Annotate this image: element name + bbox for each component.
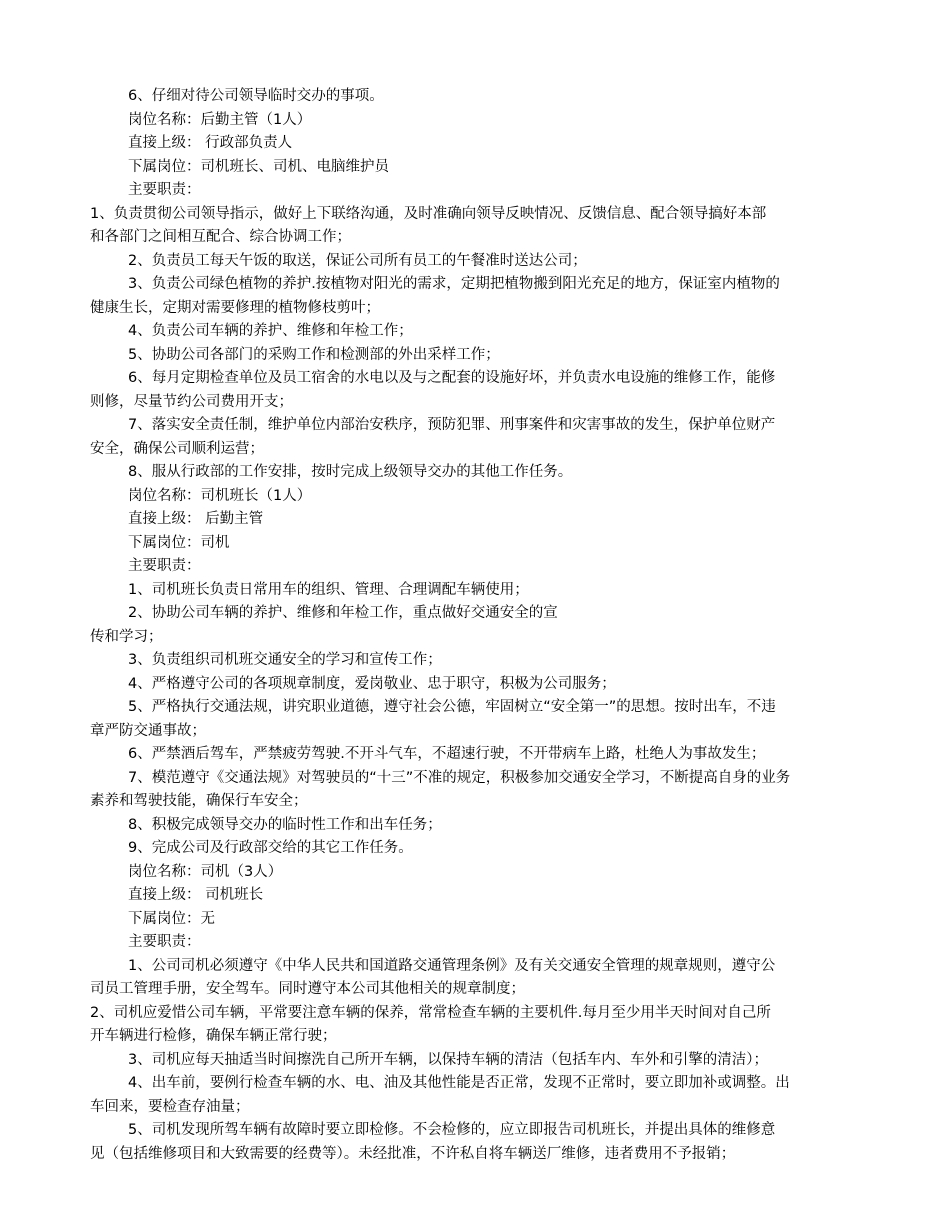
text-line: 4、出车前，要例行检查车辆的水、电、油及其他性能是否正常，发现不正常时，要立即加补或调整。出 (128, 1075, 790, 1091)
text-line: 4、严格遵守公司的各项规章制度，爱岗敬业、忠于职守，积极为公司服务； (128, 675, 616, 692)
text-line: 章严防交通事故； (90, 722, 206, 739)
text-line: 直接上级： 行政部负责人 (128, 135, 293, 151)
text-line: 7、模范遵守《交通法规》对驾驶员的“十三”不准的规定，积极参加交通安全学习，不断提高自身的业务 (128, 769, 791, 786)
text-line: 岗位名称：司机班长（1人） (128, 487, 312, 504)
text-line: 则修，尽量节约公司费用开支； (90, 393, 293, 410)
text-line: 和各部门之间相互配合、综合协调工作； (90, 229, 351, 245)
text-line: 1、公司司机必须遵守《中华人民共和国道路交通管理条例》及有关交通安全管理的规章规则，遵守公 (128, 957, 776, 974)
text-line: 8、服从行政部的工作安排，按时完成上级领导交办的其他工作任务。 (128, 464, 573, 480)
text-line: 9、完成公司及行政部交给的其它工作任务。 (128, 840, 413, 856)
text-line: 3、司机应每天抽适当时间擦洗自己所开车辆，以保持车辆的清洁（包括车内、车外和引擎的清洁）； (128, 1051, 768, 1068)
text-line: 6、每月定期检查单位及员工宿舍的水电以及与之配套的设施好坏，并负责水电设施的维修工作，能修 (128, 370, 776, 386)
text-line: 3、负责组织司机班交通安全的学习和宣传工作； (128, 652, 442, 668)
text-line: 安全，确保公司顺利运营； (90, 440, 264, 457)
text-line: 主要职责： (128, 182, 201, 198)
text-line: 开车辆进行检修，确保车辆正常行驶； (90, 1028, 337, 1044)
text-line: 1、司机班长负责日常用车的组织、管理、合理调配车辆使用； (128, 581, 529, 598)
text-line: 岗位名称：后勤主管（1人） (128, 111, 312, 128)
text-line: 5、协助公司各部门的采购工作和检测部的外出采样工作； (128, 346, 500, 363)
text-line: 下属岗位：司机班长、司机、电脑维护员 (128, 158, 389, 175)
text-line: 直接上级： 后勤主管 (128, 511, 264, 527)
text-line: 下属岗位：司机 (128, 534, 230, 551)
text-line: 健康生长，定期对需要修理的植物修枝剪叶； (90, 299, 380, 316)
text-line: 下属岗位：无 (128, 910, 215, 927)
text-line: 2、司机应爱惜公司车辆，平常要注意车辆的保养，常常检查车辆的主要机件.每月至少用半天时间对自己所 (90, 1004, 771, 1021)
text-line: 素养和驾驶技能，确保行车安全； (90, 793, 308, 809)
text-line: 岗位名称：司机（3人） (128, 863, 283, 880)
text-line: 1、负责贯彻公司领导指示，做好上下联络沟通，及时准确向领导反映情况、反馈信息、配合领导搞好本部 (90, 205, 767, 222)
text-line: 7、落实安全责任制，维护单位内部治安秩序，预防犯罪、刑事案件和灾害事故的发生，保护单位财产 (128, 417, 776, 433)
text-line: 4、负责公司车辆的养护、维修和年检工作； (128, 323, 413, 339)
text-line: 车回来，要检查存油量； (90, 1098, 250, 1115)
text-line: 8、积极完成领导交办的临时性工作和出车任务； (128, 816, 442, 833)
text-line: 6、严禁酒后驾车，严禁疲劳驾驶.不开斗气车，不超速行驶，不开带病车上路，杜绝人为事故发生； (128, 746, 766, 762)
text-line: 2、协助公司车辆的养护、维修和年检工作，重点做好交通安全的宣 (128, 605, 558, 621)
document-body (90, 85, 870, 1166)
text-line: 传和学习； (90, 628, 163, 645)
text-line: 5、严格执行交通法规，讲究职业道德，遵守社会公德，牢固树立“安全第一”的思想。按时出车，不违 (128, 699, 776, 715)
text-line: 3、负责公司绿色植物的养护.按植物对阳光的需求，定期把植物搬到阳光充足的地方，保证室内植物的 (128, 276, 780, 292)
text-line: 6、仔细对待公司领导临时交办的事项。 (128, 88, 384, 104)
text-line: 直接上级： 司机班长 (128, 887, 264, 903)
text-line: 主要职责： (128, 934, 201, 950)
text-line: 5、司机发现所驾车辆有故障时要立即检修。不会检修的，应立即报告司机班长，并提出具体的维修意 (128, 1122, 776, 1138)
text-line: 见（包括维修项目和大致需要的经费等）。未经批准，不许私自将车辆送厂维修，违者费用不予报销； (90, 1145, 736, 1162)
text-line: 司员工管理手册，安全驾车。同时遵守本公司其他相关的规章制度； (90, 981, 525, 997)
text-line: 2、负责员工每天午饭的取送，保证公司所有员工的午餐准时送达公司； (128, 252, 587, 269)
text-line: 主要职责： (128, 558, 201, 574)
